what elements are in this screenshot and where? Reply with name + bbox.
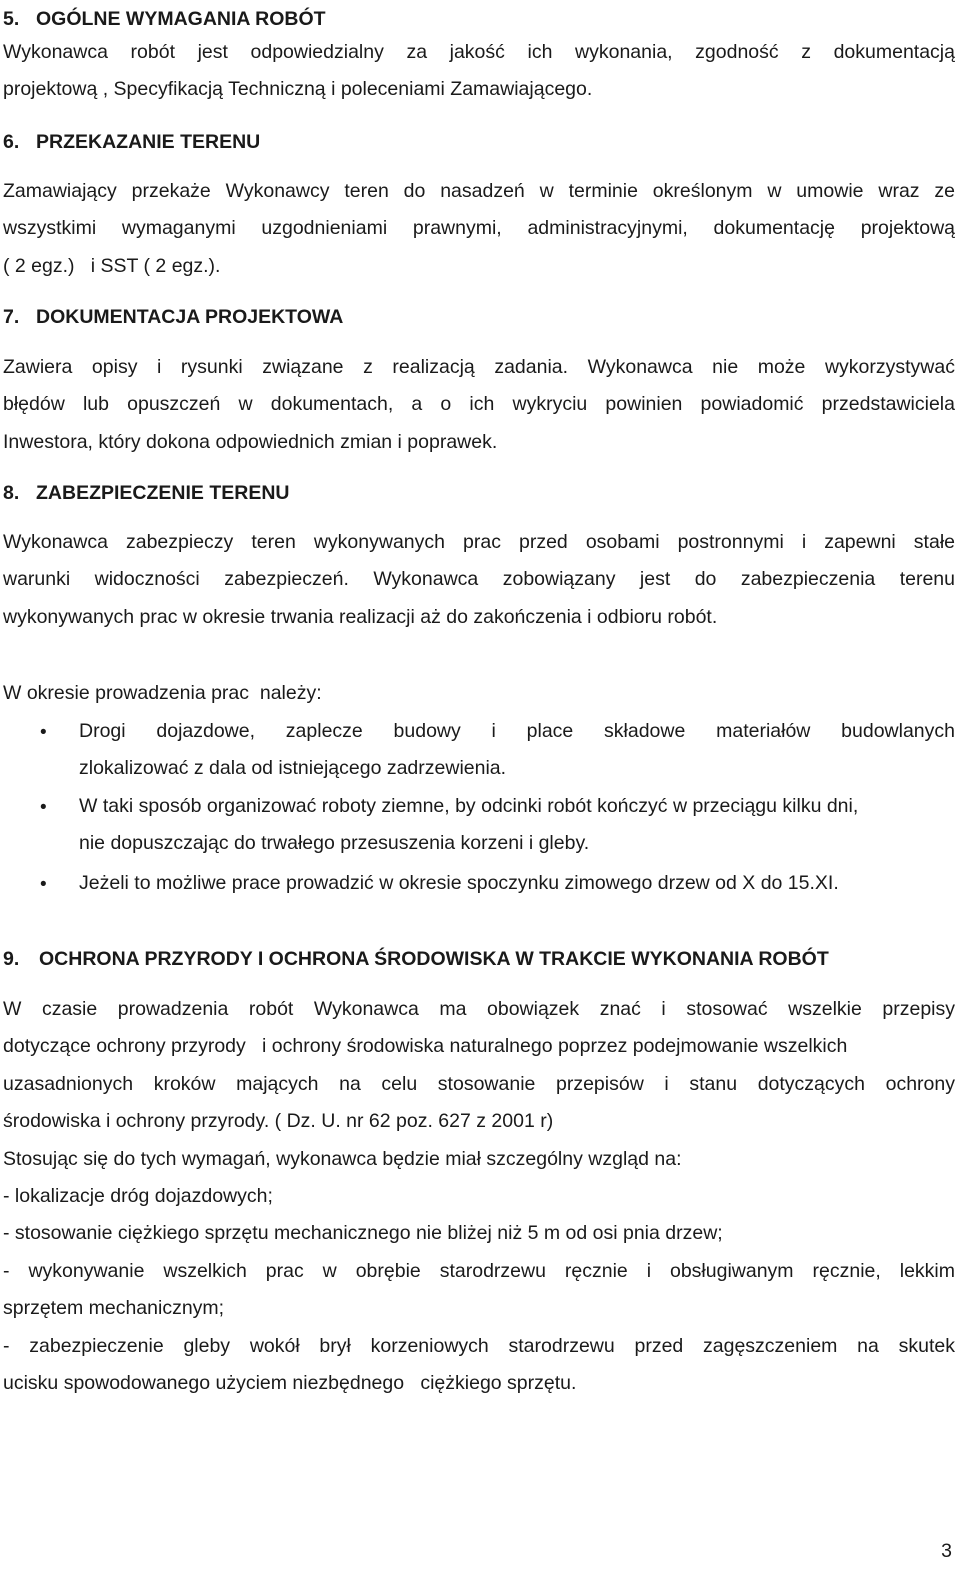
bullet-icon: •	[40, 722, 47, 743]
section-8-heading	[3, 481, 290, 505]
paragraph-line: uzasadnionych kroków mających na celu stosowanie przepisów i stanu dotyczących ochrony	[3, 1072, 955, 1095]
paragraph-line: Stosując się do tych wymagań, wykonawca będzie miał szczególny wzgląd na:	[3, 1147, 682, 1170]
paragraph-line: ( 2 egz.) i SST ( 2 egz.).	[3, 254, 221, 277]
list-item-line: W taki sposób organizować roboty ziemne, by odcinki robót kończyć w przeciągu kilku dni,	[79, 795, 859, 817]
section-title: PRZEKAZANIE TERENU	[36, 131, 261, 153]
section-8-paragraph	[3, 524, 955, 636]
bullet-icon: •	[40, 797, 47, 818]
section-9-heading	[3, 947, 829, 971]
section-title: OCHRONA PRZYRODY I OCHRONA ŚRODOWISKA W TRAKCIE WYKONANIA ROBÓT	[39, 948, 829, 970]
page-number: 3	[941, 1540, 952, 1562]
list-item	[79, 865, 955, 902]
paragraph-line: błędów lub opuszczeń w dokumentach, a o ich wykryciu powinien powiadomić przedstawiciela	[3, 393, 955, 416]
list-item	[79, 788, 955, 863]
paragraph-line: W czasie prowadzenia robót Wykonawca ma obowiązek znać i stosować wszelkie przepisy	[3, 998, 955, 1020]
paragraph-line: Zamawiający przekaże Wykonawcy teren do nasadzeń w terminie określonym w umowie wraz ze	[3, 180, 955, 202]
section-9-paragraph	[3, 991, 955, 1402]
list-item-line: zlokalizować z dala od istniejącego zadrzewienia.	[79, 757, 507, 780]
paragraph-line: - zabezpieczenie gleby wokół brył korzeniowych starodrzewu przed zagęszczeniem na skutek	[3, 1334, 955, 1357]
section-6-paragraph	[3, 173, 955, 285]
section-7-paragraph	[3, 349, 955, 461]
section-7-heading	[3, 305, 343, 329]
bullet-icon: •	[40, 874, 47, 895]
section-title: DOKUMENTACJA PROJEKTOWA	[36, 306, 344, 328]
paragraph-line: Wykonawca robót jest odpowiedzialny za jakość ich wykonania, zgodność z dokumentacją	[3, 41, 955, 63]
section-number: 5.	[3, 8, 20, 30]
paragraph-line: - lokalizacje dróg dojazdowych;	[3, 1185, 273, 1208]
paragraph-line: warunki widoczności zabezpieczeń. Wykonawca zobowiązany jest do zabezpieczenia terenu	[3, 568, 955, 591]
paragraph-line: ucisku spowodowanego użyciem niezbędnego ciężkiego sprzętu.	[3, 1372, 577, 1395]
list-item-line: Drogi dojazdowe, zaplecze budowy i place składowe materiałów budowlanych	[79, 720, 955, 742]
paragraph-line: Inwestora, który dokona odpowiednich zmian i poprawek.	[3, 430, 498, 453]
paragraph-line: sprzętem mechanicznym;	[3, 1297, 225, 1320]
paragraph-line: wszystkimi wymaganymi uzgodnieniami prawnymi, administracyjnymi, dokumentację projektową	[3, 217, 955, 240]
section-title: ZABEZPIECZENIE TERENU	[36, 482, 290, 504]
section-5-paragraph	[3, 34, 955, 109]
list-item	[79, 713, 955, 788]
paragraph-line: - wykonywanie wszelkich prac w obrębie starodrzewu ręcznie i obsługiwanym ręcznie, lekkim	[3, 1259, 955, 1282]
section-number: 7.	[3, 306, 20, 328]
paragraph-line: dotyczące ochrony przyrody i ochrony środowiska naturalnego poprzez podejmowanie wszelkich	[3, 1035, 848, 1058]
section-title: OGÓLNE WYMAGANIA ROBÓT	[36, 8, 326, 30]
section-5-heading	[3, 7, 326, 31]
paragraph-line: projektową , Specyfikacją Techniczną i poleceniami Zamawiającego.	[3, 78, 593, 101]
paragraph-line: wykonywanych prac w okresie trwania realizacji aż do zakończenia i odbioru robót.	[3, 605, 718, 628]
section-6-heading	[3, 130, 260, 154]
list-item-line: nie dopuszczając do trwałego przesuszenia korzeni i gleby.	[79, 832, 590, 855]
paragraph-line: Zawiera opisy i rysunki związane z realizacją zadania. Wykonawca nie może wykorzystywać	[3, 356, 955, 378]
section-number: 8.	[3, 482, 20, 504]
paragraph-line: - stosowanie ciężkiego sprzętu mechanicznego nie bliżej niż 5 m od osi pnia drzew;	[3, 1222, 723, 1245]
section-number: 9.	[3, 948, 20, 970]
list-item-line: Jeżeli to możliwe prace prowadzić w okresie spoczynku zimowego drzew od X do 15.XI.	[79, 872, 839, 894]
section-number: 6.	[3, 131, 20, 153]
section-8-intro: W okresie prowadzenia prac należy:	[3, 682, 322, 704]
paragraph-line: Wykonawca zabezpieczy teren wykonywanych prac przed osobami postronnymi i zapewni stałe	[3, 531, 955, 553]
paragraph-line: środowiska i ochrony przyrody. ( Dz. U. nr 62 poz. 627 z 2001 r)	[3, 1110, 554, 1133]
